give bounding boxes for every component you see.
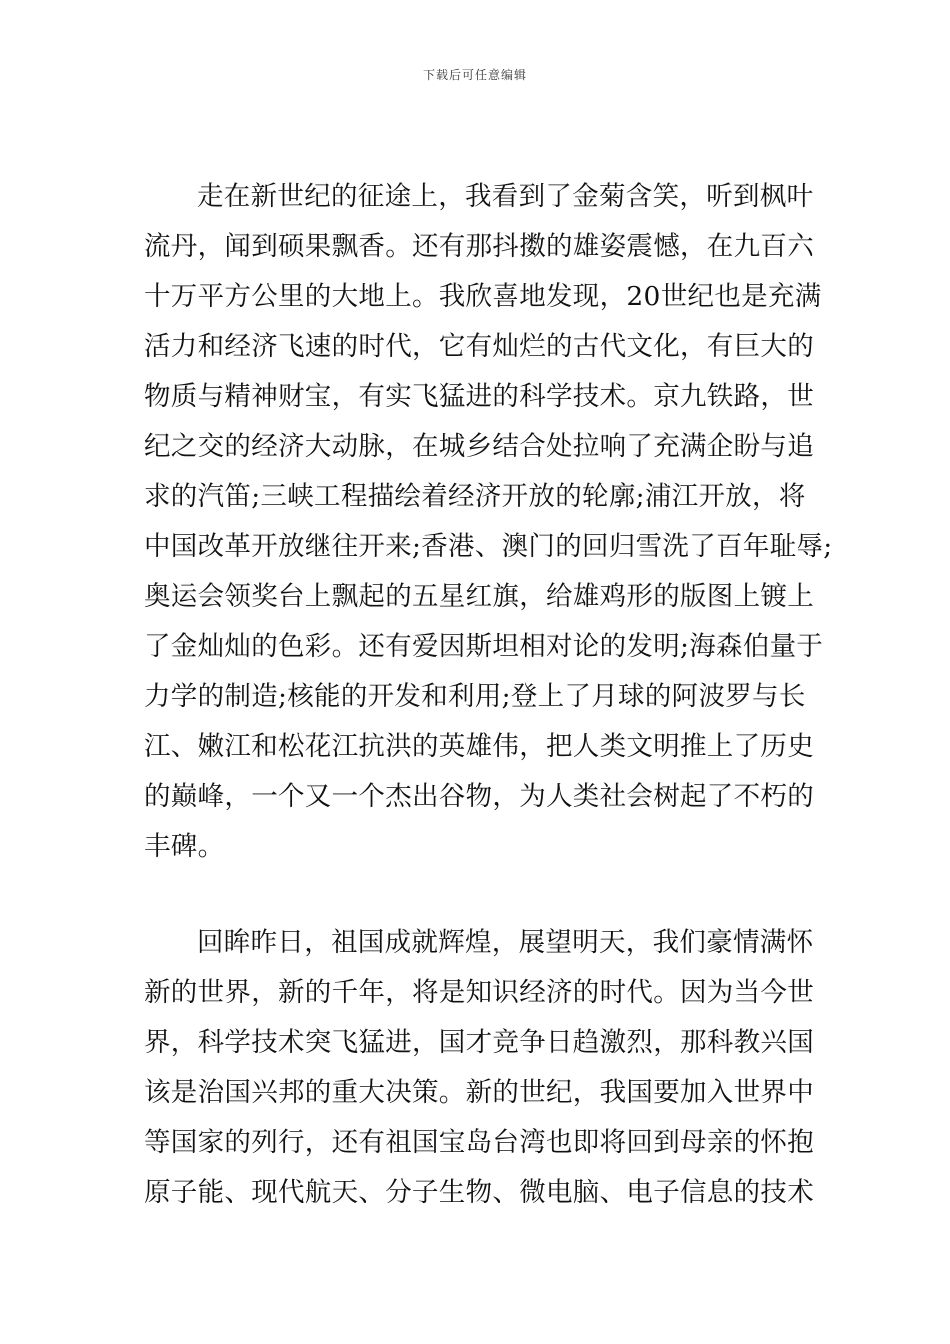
text-line: 回眸昨日，祖国成就辉煌，展望明天，我们豪情满怀	[197, 927, 814, 958]
text-line: 十万平方公里的大地上。我欣喜地发现，20世纪也是充满	[144, 281, 822, 312]
text-line: 原子能、现代航天、分子生物、微电脑、电子信息的技术	[144, 1177, 814, 1208]
page-header: 下载后可任意编辑	[422, 68, 527, 82]
text-line: 界，科学技术突飞猛进，国才竞争日趋激烈，那科教兴国	[144, 1027, 814, 1058]
text-line: 中国改革开放继往开来;香港、澳门的回归雪洗了百年耻辱;	[144, 531, 833, 562]
text-line: 纪之交的经济大动脉，在城乡结合处拉响了充满企盼与追	[144, 431, 814, 462]
text-line: 江、嫩江和松花江抗洪的英雄伟，把人类文明推上了历史	[144, 731, 814, 762]
text-line: 奥运会领奖台上飘起的五星红旗，给雄鸡形的版图上镀上	[144, 581, 814, 612]
text-line: 的巅峰，一个又一个杰出谷物，为人类社会树起了不朽的	[144, 781, 814, 812]
text-line: 新的世界，新的千年，将是知识经济的时代。因为当今世	[144, 977, 814, 1008]
text-line: 求的汽笛;三峡工程描绘着经济开放的轮廓;浦江开放，将	[144, 481, 806, 512]
text-line: 物质与精神财宝，有实飞猛进的科学技术。京九铁路，世	[144, 381, 814, 412]
text-line: 活力和经济飞速的时代，它有灿烂的古代文化，有巨大的	[144, 331, 814, 362]
text-line: 流丹，闻到硕果飘香。还有那抖擞的雄姿震憾，在九百六	[144, 231, 814, 262]
text-line: 了金灿灿的色彩。还有爱因斯坦相对论的发明;海森伯量于	[144, 631, 824, 662]
text-line: 等国家的列行，还有祖国宝岛台湾也即将回到母亲的怀抱	[144, 1127, 814, 1158]
text-line: 力学的制造;核能的开发和利用;登上了月球的阿波罗与长	[144, 681, 806, 712]
text-line: 走在新世纪的征途上，我看到了金菊含笑，听到枫叶	[197, 181, 814, 212]
text-line: 该是治国兴邦的重大决策。新的世纪，我国要加入世界中	[144, 1077, 814, 1108]
paragraph-1	[144, 172, 833, 872]
text-line: 丰碑。	[144, 831, 225, 862]
paragraph-2	[144, 918, 814, 1218]
